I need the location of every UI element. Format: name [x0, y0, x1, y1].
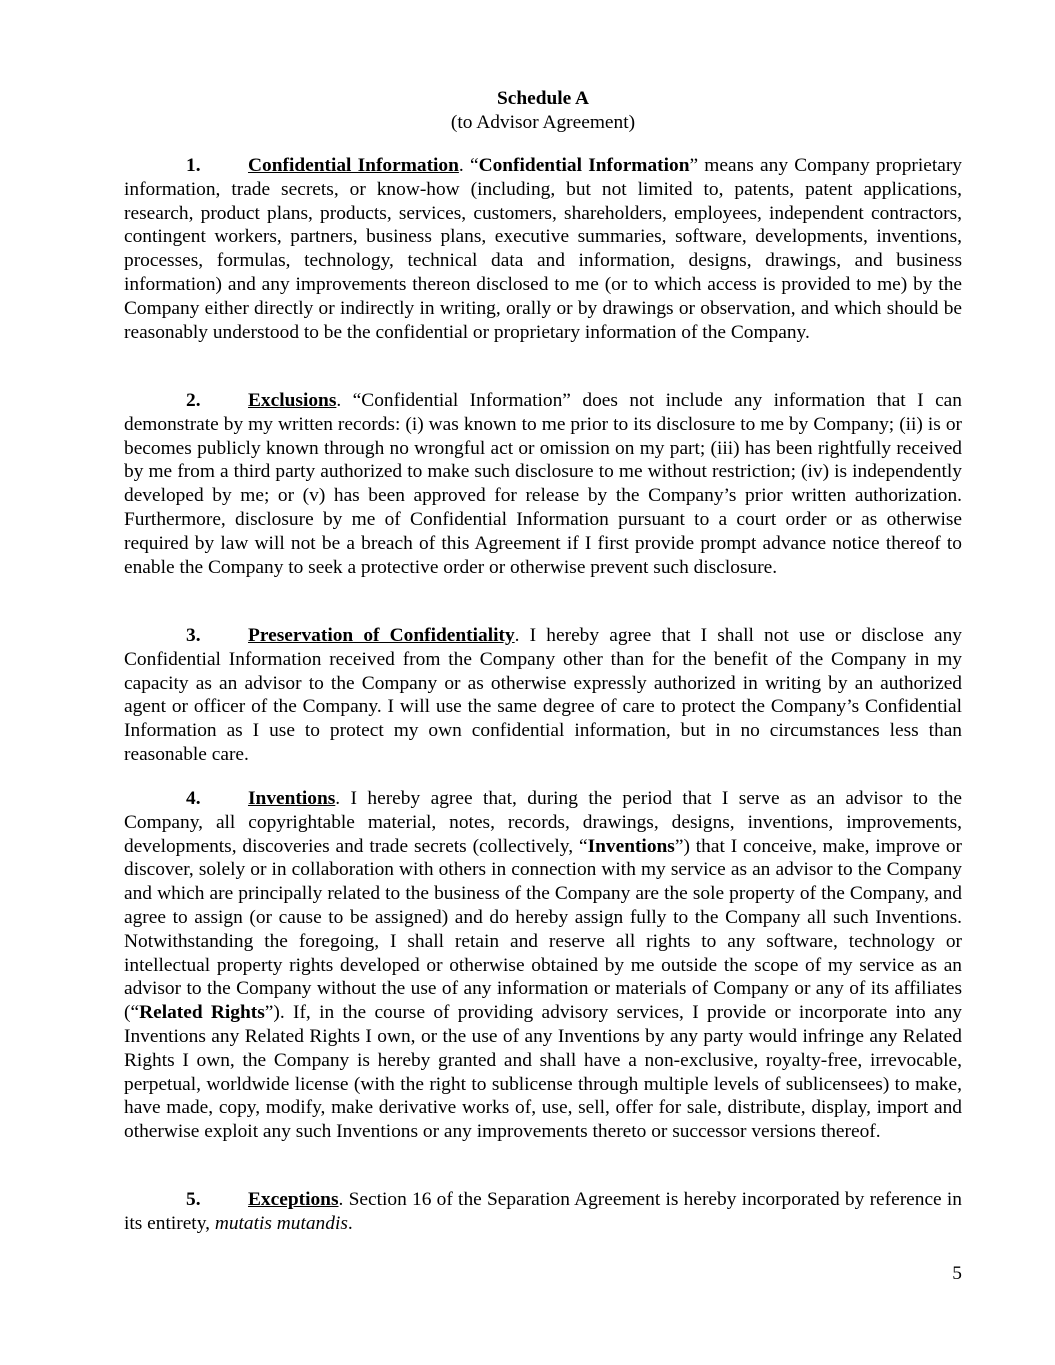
- section-4-paragraph: [124, 787, 962, 1144]
- section-text: ”) that I conceive, make, improve or discover, solely or in collaboration with others in connection with my service as an advisor to the Company and which are principally related to the business of the Company are the sole property of the Company, and agree to assign (or cause to be assigned) and do hereby assign fully to the Company all such Inventions. Notwithstanding the foregoing, I shall retain and reserve all rights to any software, technology or intellectual property rights developed or otherwise obtained by me outside the scope of my service as an advisor to the Company without the use of any information or materials of Company or any of its affiliates (“: [124, 835, 962, 1024]
- section-3-paragraph: [124, 624, 962, 767]
- defined-term: Inventions: [587, 835, 675, 857]
- section-1-paragraph: [124, 154, 962, 344]
- title-block: [124, 87, 962, 135]
- section-number: 3.: [186, 625, 201, 646]
- section-number: 5.: [186, 1189, 201, 1210]
- section-text: . “: [458, 155, 479, 176]
- page-title: Schedule A: [496, 88, 590, 109]
- section-text: . Section 16 of the Separation Agreement is hereby incorporated by reference in its entirety,: [124, 1189, 962, 1234]
- section-number: 1.: [186, 155, 201, 176]
- italic-term: mutatis mutandis: [214, 1212, 348, 1234]
- defined-term: Confidential Information: [478, 155, 690, 176]
- section-text: . I hereby agree that, during the period that I serve as an advisor to the Company, all copyrightable material, notes, records, drawings, designs, inventions, improvements, developments, discoveries and trade secrets (collectively, “: [124, 788, 962, 857]
- section-number: 2.: [186, 390, 201, 411]
- section-text: . “Confidential Information” does not include any information that I can demonstrate by my written records: (i) was known to me prior to its disclosure to me by Company; (ii) is or becomes publicly known through no wrongful act or omission on my part; (iii) has been rightfully received by me from a third party authorized to make such disclosure to me without restriction; (iv) is independently developed by me; or (v) has been approved for release by the Company’s prior written authorization. Furthermore, disclosure by me of Confidential Information pursuant to a court order or as otherwise required by law will not be a breach of this Agreement if I first provide prompt advance notice thereof to enable the Company to seek a protective order or otherwise prevent such disclosure.: [124, 390, 962, 578]
- section-number: 4.: [186, 788, 201, 809]
- section-2-paragraph: [124, 389, 962, 579]
- section-heading: Confidential Information: [248, 155, 459, 176]
- page-number: 5: [952, 1263, 962, 1284]
- section-text: . I hereby agree that I shall not use or disclose any Confidential Information received from the Company other than for the benefit of the Company in my capacity as an advisor to the Company or as otherwise expressly authorized in writing by an authorized agent or officer of the Company. I will use the same degree of care to protect the Company’s Confidential Information as I use to protect my own confidential information, but in no circumstances less than reasonable care.: [124, 625, 962, 765]
- section-heading: Preservation of Confidentiality: [248, 625, 515, 646]
- section-5-paragraph: [124, 1188, 962, 1236]
- section-heading: Inventions: [248, 788, 336, 809]
- section-text: .: [347, 1212, 353, 1234]
- page-subtitle: (to Advisor Agreement): [450, 111, 636, 133]
- defined-term: Related Rights: [139, 1002, 265, 1024]
- section-heading: Exceptions: [248, 1189, 339, 1210]
- section-text: ” means any Company proprietary information, trade secrets, or know-how (including, but not limited to, patents, patent applications, research, product plans, products, services, customers, shareholders, employees, independent contractors, contingent workers, partners, business plans, executive summaries, software, developments, inventions, processes, formulas, technology, technical data and information, designs, drawings, and business information) and any improvements thereon disclosed to me (or to which access is provided to me) by the Company either directly or indirectly in writing, orally or by drawings or observation, and which should be reasonably understood to be the confidential or proprietary information of the Company.: [124, 155, 962, 343]
- section-heading: Exclusions: [248, 390, 337, 411]
- section-text: ”). If, in the course of providing advisory services, I provide or incorporate into any Inventions any Related Rights I own, or the use of any Inventions by any party would infringe any Related Rights I own, the Company is hereby granted and shall have a non-exclusive, royalty-free, irrevocable, perpetual, worldwide license (with the right to sublicense through multiple levels of sublicensees) to make, have made, copy, modify, make derivative works of, use, sell, offer for sale, distribute, display, import and otherwise exploit any such Inventions or any improvements thereto or successor versions thereof.: [124, 1002, 962, 1143]
